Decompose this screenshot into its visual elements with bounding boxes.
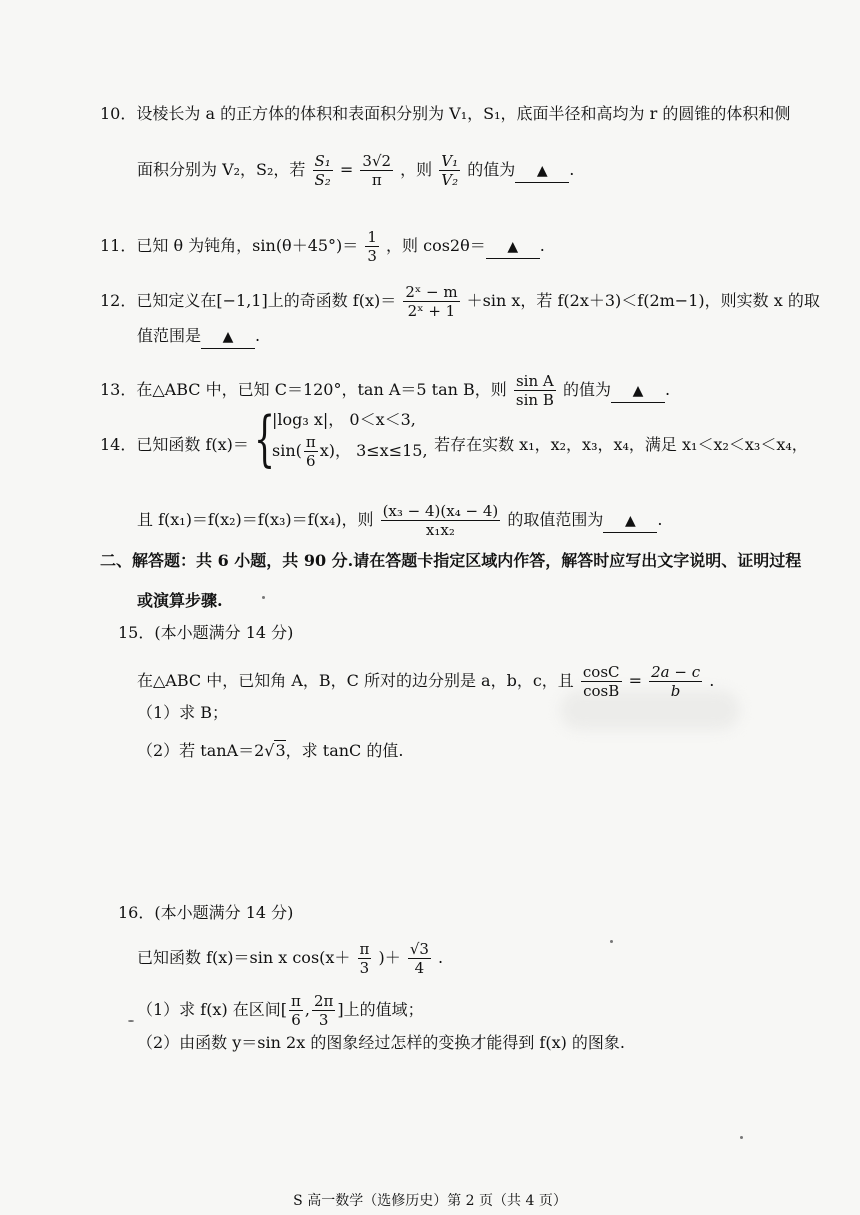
brace-icon: { [254, 403, 276, 474]
fraction: $\frac{\text{(x₃ − 4)(x₄ − 4)}}{\text{x₁x₂}}$ [382, 502, 499, 539]
fraction: $\frac{1}{3}$ [367, 228, 377, 265]
problem-14-line1: 14．已知函数 f(x)＝ { |log₃ x|， 0＜x＜3, sin( $\frac{\pi}{6}$ x)， 3≤x≤15, 若存在实数 x₁，x₂，x₃，x₄，满足 x₁＜x₂＜x₃＜x₄， [100, 403, 808, 474]
problem-16-stem: 已知函数 f(x)＝sin x cos(x＋ $\frac{\pi}{3}$ )＋ $\frac{√3}{4}$ . [137, 940, 444, 977]
scan-speck [740, 1136, 743, 1139]
problem-10-line1 [100, 103, 790, 125]
problem-16-q2: （2）由函数 y＝sin 2x 的图象经过怎样的变换才能得到 f(x) 的图象. [137, 1033, 626, 1052]
problem-number: 12． [100, 291, 137, 310]
fraction: $\frac{√3}{4}$ [409, 940, 429, 977]
fraction: $\frac{\text{sin A}}{\text{sin B}}$ [515, 372, 554, 409]
problem-text: 面积分别为 V₂，S₂，若 [137, 160, 306, 179]
fraction: $\frac{3√2}{\pi}$ [362, 152, 392, 189]
problem-16-q1: （1）求 f(x) 在区间[ $\frac{\pi}{6}$ , $\frac{2\pi}{3}$ ]上的值域； [137, 992, 424, 1029]
problem-15-q2: （2）若 tanA＝2√3，求 tanC 的值. [137, 741, 404, 760]
fraction: $\frac{\pi}{3}$ [359, 940, 370, 977]
section-2-heading: 二、解答题：共 6 小题，共 90 分.请在答题卡指定区域内作答，解答时应写出文字说明、证明过程 [100, 551, 802, 570]
problem-15-stem: 在△ABC 中，已知角 A，B，C 所对的边分别是 a，b，c，且 $\frac{\cos C}{\cos B}$ = $\frac{2a - c}{b}$ . [137, 663, 715, 700]
scan-speck [262, 596, 265, 599]
fraction: $\frac{2\pi}{3}$ [313, 992, 334, 1029]
fraction: $\frac{\pi}{6}$ [291, 992, 301, 1029]
page-footer: S 高一数学（选修历史）第 2 页（共 4 页） [293, 1193, 567, 1209]
fraction: $\frac{2a - c}{b}$ [651, 663, 701, 700]
case-2: sin( $\frac{\pi}{6}$ x)， 3≤x≤15, [272, 432, 428, 470]
problem-16-head: 16．(本小题满分 14 分) [118, 903, 294, 922]
problem-number: 14． [100, 435, 137, 454]
problem-number: 10． [100, 104, 137, 123]
problem-13: 13．在△ABC 中，已知 C＝120°，tan A＝5 tan B，则 $\frac{\text{sin A}}{\text{sin B}}$ 的值为 ▲ . [100, 372, 671, 409]
problem-14-line2: 且 f(x₁)＝f(x₂)＝f(x₃)＝f(x₄)，则 $\frac{\text{(x₃ − 4)(x₄ − 4)}}{\text{x₁x₂}}$ 的取值范围为 ▲ . [137, 502, 663, 539]
problem-text: 设棱长为 a 的正方体的体积和表面积分别为 V₁，S₁，底面半径和高均为 r 的圆锥的体积和侧 [136, 104, 791, 123]
problem-number: 13． [100, 380, 137, 399]
answer-blank: ▲ [201, 326, 255, 349]
fraction: $\frac{\text{V₁}}{\text{V₂}}$ [441, 152, 459, 189]
answer-blank: ▲ [486, 236, 540, 259]
answer-blank: ▲ [603, 510, 657, 533]
problem-12-line1: 12．已知定义在[−1,1]上的奇函数 f(x)＝ $\frac{\text{2ˣ − m}}{\text{2ˣ + 1}}$ ＋sin x，若 f(2x＋3)＜f(2m−1)，则实数 x 的取 [100, 283, 820, 320]
problem-10-line2: 面积分别为 V₂，S₂，若 $\frac{\text{S₁}}{\text{S₂}}$ = $\frac{3√2}{\pi}$ ，则 $\frac{\text{V₁}}{\text{V₂}}$ 的值为 ▲ . [137, 152, 575, 189]
problem-number: 11． [100, 236, 137, 255]
piecewise [254, 403, 429, 474]
problem-15-head: 15．(本小题满分 14 分) [118, 623, 294, 642]
fraction: $\frac{\text{2ˣ − m}}{\text{2ˣ + 1}}$ [405, 283, 458, 320]
answer-blank: ▲ [515, 160, 569, 183]
case-1: |log₃ x|， 0＜x＜3, [272, 409, 416, 429]
problem-11: 11．已知 θ 为钝角，sin(θ＋45°)＝ $\frac{1}{3}$ ，则 cos2θ＝ ▲ . [100, 228, 545, 265]
section-2-heading-cont: 或演算步骤. [137, 591, 223, 610]
fraction: $\frac{\text{S₁}}{\text{S₂}}$ [314, 152, 331, 189]
fraction: $\frac{\cos C}{\cos B}$ [582, 663, 620, 700]
scan-speck [610, 940, 613, 943]
problem-12-line2: 值范围是 ▲ . [137, 325, 260, 349]
problem-15-q1: （1）求 B； [137, 703, 229, 722]
answer-blank: ▲ [611, 380, 665, 403]
scan-speck [128, 1020, 134, 1022]
